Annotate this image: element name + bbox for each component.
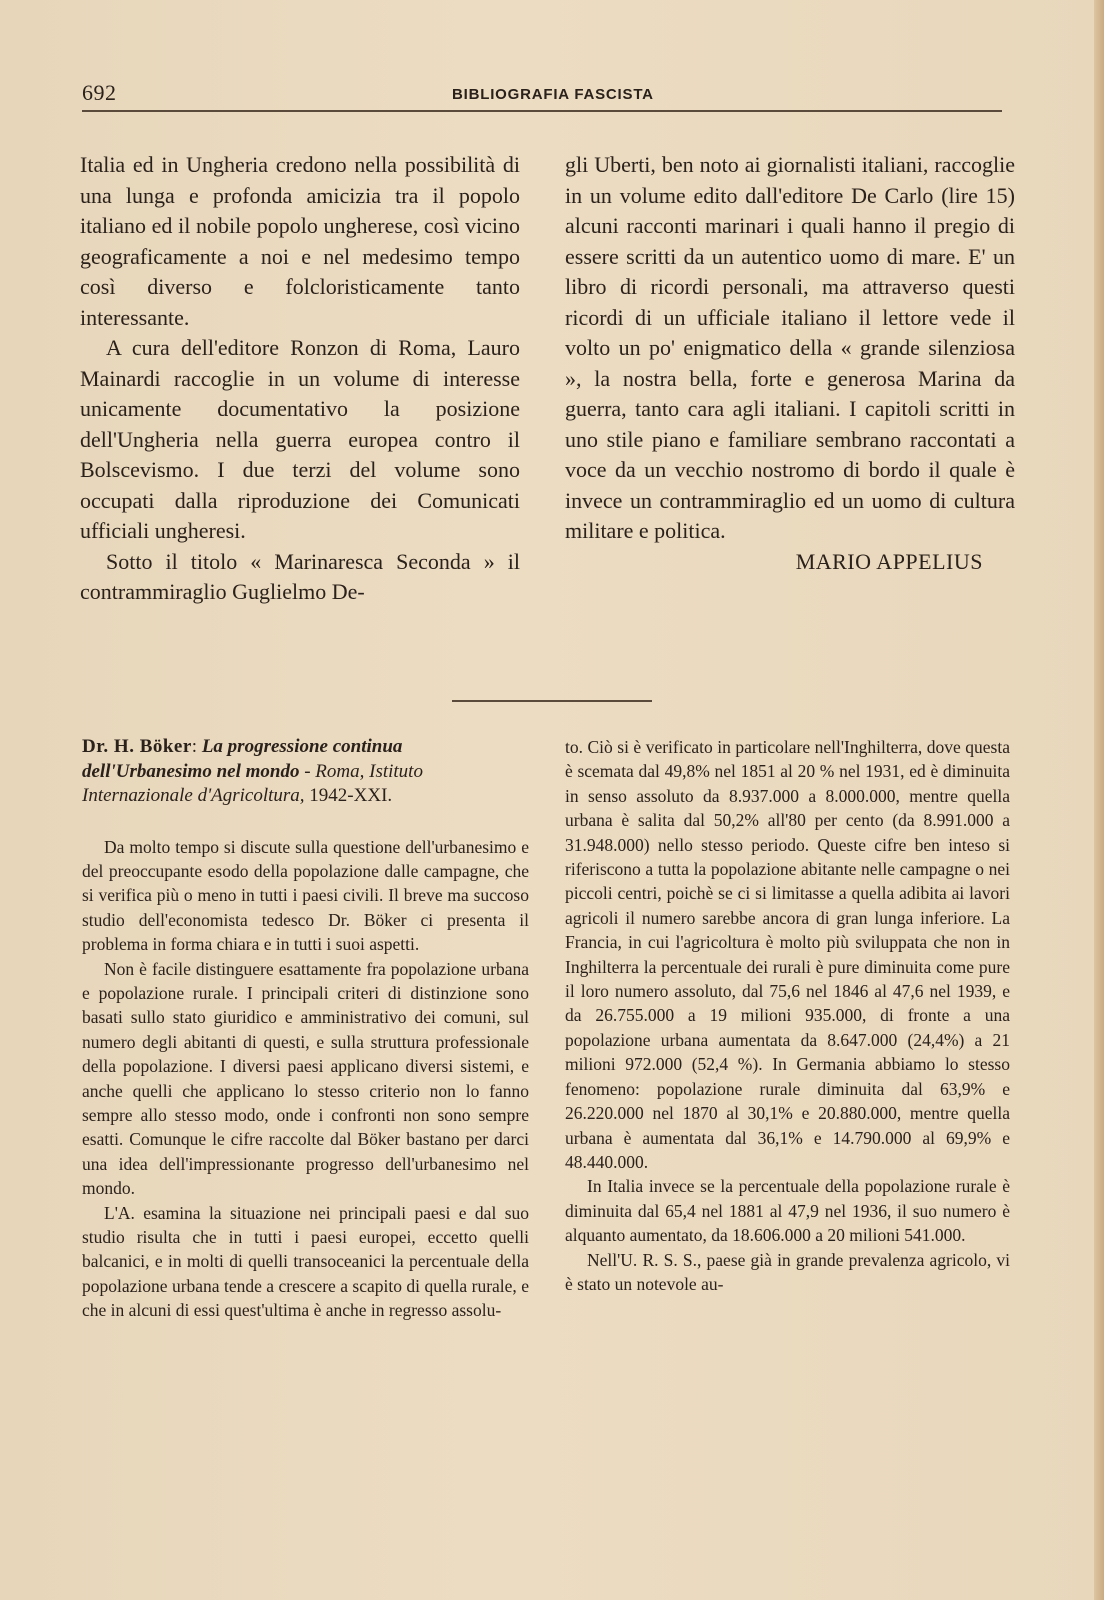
review-heading: Dr. H. Böker: La progressione continua dell'Urbanesimo nel mondo - Roma, Istituto Internazionale d'Agricoltura, 1942-XXI. [82,736,423,806]
page-edge [1094,0,1104,1600]
paragraph: In Italia invece se la percentuale della popolazione rurale è diminuita dal 65,4 nel 1881 al 47,9 nel 1936, il suo numero è alquanto aumentato, da 18.606.000 a 20 milioni 541.000. [565,1176,1010,1246]
paragraph: Italia ed in Ungheria credono nella possibilità di una lunga e profonda amicizia tra il popolo italiano ed il nobile popolo ungherese, così vicino geograficamente a noi e nel medesimo tempo così diverso e folcloristicamente tanto interessante. [80,152,520,330]
paragraph: Sotto il titolo « Marinaresca Seconda » il contrammiraglio Guglielmo De- [80,548,520,604]
review-book-title: La progressione continua dell'Urbanesimo nel mondo [82,736,403,782]
header-rule [82,110,1002,112]
running-title: BIBLIOGRAFIA FASCISTA [452,86,654,103]
page-header [82,80,1002,120]
upper-left-column [80,150,520,608]
page-number: 692 [82,80,117,105]
upper-right-column [565,150,1015,575]
paragraph: Da molto tempo si discute sulla questione dell'urbanesimo e del preoccupante esodo della popolazione dalle campagne, che si verifica più o meno in tutti i paesi civili. Il breve ma succoso studio dell'economista tedesco Dr. Böker ci presenta il problema in forma chiara e in tutti i suoi aspetti. [82,836,529,955]
signature: MARIO APPELIUS [795,548,983,574]
review-publisher: - Roma, Istituto Internazionale d'Agricoltura, [82,760,423,806]
paragraph: Non è facile distinguere esattamente fra popolazione urbana e popolazione rurale. I principali criteri di distinzione sono basati sullo stato giuridico e amministrativo dei comuni, sul numero degli abitanti di questi, e sulla struttura professionale della popolazione. I diversi paesi applicano diversi sistemi, e anche quelli che applicano lo stesso criterio non lo fanno sempre allo stesso modo, onde i confronti non sono sempre esatti. Comunque le cifre raccolte dal Böker bastano per darci una idea dell'impressionante progresso dell'urbanesimo nel mondo. [82,958,529,1199]
paragraph: gli Uberti, ben noto ai giornalisti italiani, raccoglie in un volume edito dall'editore De Carlo (lire 15) alcuni racconti marinari i quali hanno il pregio di essere scritti da un autentico uomo di mare. E' un libro di ricordi personali, ma attraverso questi ricordi di un ufficiale italiano il lettore vede il volto un po' enigmatico della « grande silenziosa », la nostra bella, forte e generosa Marina da guerra, tanto cara agli italiani. I capitoli scritti in uno stile piano e familiare sembrano raccontati a voce da un vecchio nostromo di bordo il quale è invece un contrammiraglio ed un uomo di cultura militare e politica. [565,152,1015,543]
paragraph: Nell'U. R. S. S., paese già in grande prevalenza agricolo, vi è stato un notevole au- [565,1249,1010,1294]
review-year: 1942-XXI. [309,785,393,806]
paragraph: A cura dell'editore Ronzon di Roma, Lauro Mainardi raccoglie in un volume di interesse unicamente documentativo la posizione dell'Ungheria nella guerra europea contro il Bolscevismo. I due terzi del volume sono occupati dalla riproduzione dei Comunicati ufficiali ungheresi. [80,335,520,543]
section-divider [452,700,652,702]
paragraph: L'A. esamina la situazione nei principali paesi e dal suo studio risulta che in tutti i paesi europei, eccetto quelli balcanici, e in molti di quelli transoceanici la percentuale della popolazione urbana tende a crescere a scapito di quella rurale, e che in alcuni di essi quest'ultima è anche in regresso assolu- [82,1202,529,1321]
review-author: Dr. H. Böker [82,736,192,757]
lower-left-column [82,735,529,1323]
paragraph: to. Ciò si è verificato in particolare nell'Inghilterra, dove questa è scemata dal 49,8% nel 1851 al 20 % nel 1931, ed è diminuita in senso assoluto da 8.937.000 a 8.000.000, mentre quella urbana è salita dal 50,2% all'80 per cento (da 8.991.000 a 31.948.000) nello stesso periodo. Queste cifre ben inteso si riferiscono a tutta la popolazione abitante nelle campagne o nei piccoli centri, poichè se ci si limitasse a quella adibita ai lavori agricoli il numero sarebbe ancora di gran lunga inferiore. La Francia, in cui l'agricoltura è molto più sviluppata che non in Inghilterra la percentuale dei rurali è pure diminuita come pure il loro numero assoluto, dal 75,6 nel 1846 al 47,6 nel 1939, e da 26.755.000 a 19 milioni 935.000, di fronte a una popolazione urbana aumentata da 8.647.000 (24,4%) a 21 milioni 972.000 (52,4 %). In Germania abbiamo lo stesso fenomeno: popolazione rurale diminuita dal 63,9% e 26.220.000 nel 1870 al 30,1% e 20.880.000, mentre quella urbana è aumentata dal 36,1% e 14.790.000 al 69,9% e 48.440.000. [565,737,1010,1172]
lower-right-column [565,735,1010,1296]
